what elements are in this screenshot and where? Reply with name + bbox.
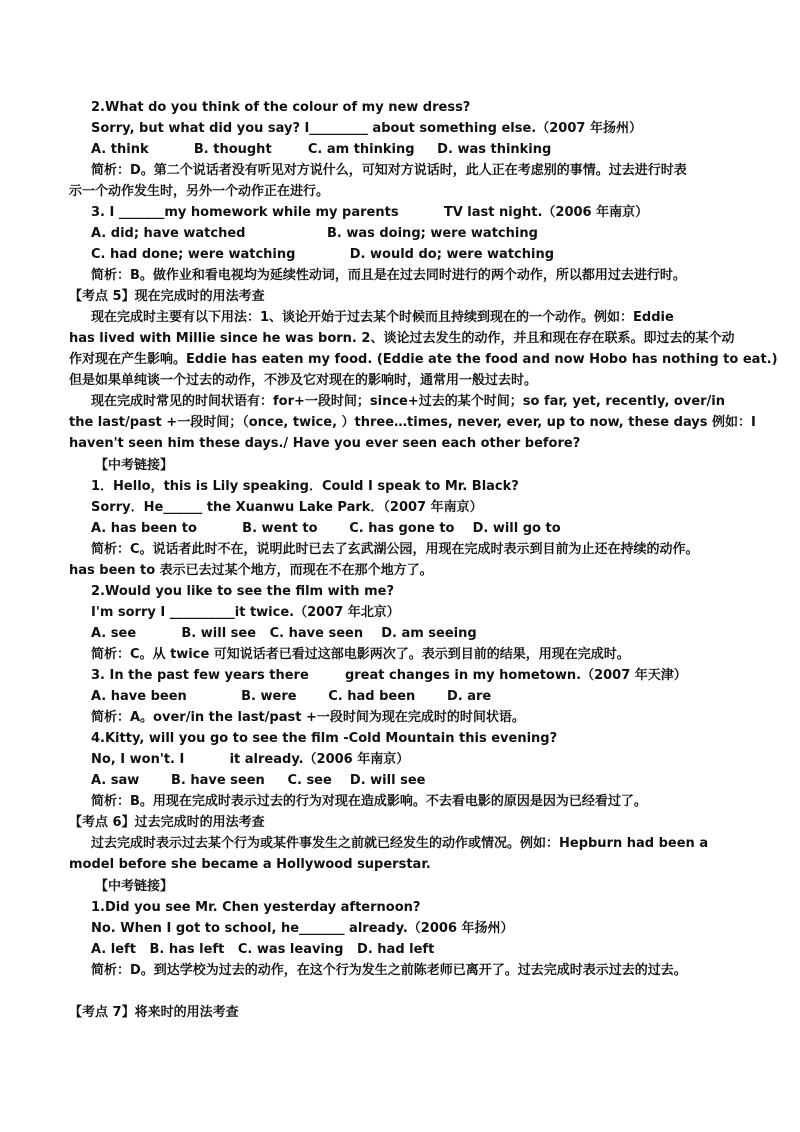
- question-3-options-ab: A. did; have watched B. was doing; were watching: [91, 226, 538, 241]
- section-7-heading: 【考点 7】将来时的用法考查: [69, 1005, 239, 1020]
- s5-question-1-text: 1．Hello，this is Lily speaking．Could I speak to Mr. Black?: [91, 479, 519, 494]
- s5-question-3-prompt: 3. In the past few years there great changes in my hometown.（2007 年天津）: [91, 668, 687, 683]
- question-3-analysis: 简析：B。做作业和看电视均为延续性动词，而且是在过去同时进行的两个动作，所以都用过去进行时。: [91, 268, 686, 283]
- s5-question-2-options: A. see B. will see C. have seen D. am seeing: [91, 626, 477, 641]
- section-5-para-1-cont: 作对现在产生影响。Eddie has eaten my food. (Eddie ate the food and now Hobo has nothing to eat.): [69, 352, 778, 367]
- s5-question-3-options: A. have been B. were C. had been D. are: [91, 689, 492, 704]
- s5-question-3-analysis: 简析：A。over/in the last/past +一段时间为现在完成时的时间状语。: [91, 710, 525, 725]
- s6-question-1-prompt: No. When I got to school, he_______ already.（2006 年扬州）: [91, 921, 514, 936]
- question-2-text: 2.What do you think of the colour of my new dress?: [91, 100, 471, 115]
- s6-question-1-options: A. left B. has left C. was leaving D. had left: [91, 942, 435, 957]
- section-6-para: 过去完成时表示过去某个行为或某件事发生之前就已经发生的动作或情况。例如：Hepburn had been a: [91, 836, 709, 851]
- s5-question-2-analysis: 简析：C。从 twice 可知说话者已看过这部电影两次了。表示到目前的结果，用现在完成时。: [91, 647, 630, 662]
- s6-question-1-text: 1.Did you see Mr. Chen yesterday afternoon?: [91, 900, 421, 915]
- question-3-prompt: 3. I _______my homework while my parents TV last night.（2006 年南京）: [91, 205, 649, 220]
- section-5-heading: 【考点 5】现在完成时的用法考查: [69, 289, 265, 304]
- question-2-prompt: Sorry, but what did you say? I_________ about something else.（2007 年扬州）: [91, 121, 642, 136]
- section-5-para-1: 现在完成时主要有以下用法：1、谈论开始于过去某个时候而且持续到现在的一个动作。例如：Eddie: [91, 310, 674, 325]
- section-6-heading: 【考点 6】过去完成时的用法考查: [69, 815, 265, 830]
- s6-question-1-analysis: 简析：D。到达学校为过去的动作，在这个行为发生之前陈老师已离开了。过去完成时表示过去的过去。: [91, 963, 687, 978]
- s5-question-1-analysis-cont: has been to 表示已去过某个地方，而现在不在那个地方了。: [69, 563, 433, 578]
- s5-question-1-analysis: 简析：C。说话者此时不在，说明此时已去了玄武湖公园，用现在完成时表示到目前为止还在持续的动作。: [91, 542, 699, 557]
- section-6-para-cont: model before she became a Hollywood superstar.: [69, 857, 431, 872]
- section-5-para-2: 现在完成时常见的时间状语有：for+一段时间；since+过去的某个时间；so far, yet, recently, over/in: [91, 394, 726, 409]
- s5-question-4-analysis: 简析：B。用现在完成时表示过去的行为对现在造成影响。不去看电影的原因是因为已经看过了。: [91, 794, 647, 809]
- question-2-analysis-cont: 示一个动作发生时，另外一个动作正在进行。: [69, 184, 330, 199]
- s5-question-4-prompt: No, I won't. I it already.（2006 年南京）: [91, 752, 410, 767]
- question-3-options-cd: C. had done; were watching D. would do; were watching: [91, 247, 555, 262]
- question-2-options: A. think B. thought C. am thinking D. was thinking: [91, 142, 552, 157]
- s5-question-4-options: A. saw B. have seen C. see D. will see: [91, 773, 426, 788]
- section-5-para-1-cont: 但是如果单纯谈一个过去的动作，不涉及它对现在的影响时，通常用一般过去时。: [69, 373, 538, 388]
- section-5-para-2-cont: haven't seen him these days./ Have you ever seen each other before?: [69, 436, 581, 451]
- s5-question-4-text: 4.Kitty, will you go to see the film -Cold Mountain this evening?: [91, 731, 558, 746]
- question-2-analysis: 简析：D。第二个说话者没有听见对方说什么，可知对方说话时，此人正在考虑别的事情。过去进行时表: [91, 163, 687, 178]
- s5-question-1-options: A. has been to B. went to C. has gone to D. will go to: [91, 521, 561, 536]
- section-5-para-2-cont: the last/past +一段时间；（once, twice, ）three…times, never, ever, up to now, these days 例如：I: [69, 415, 756, 430]
- s5-question-1-prompt: Sorry．He______ the Xuanwu Lake Park．（2007 年南京）: [91, 500, 483, 515]
- s5-question-2-text: 2.Would you like to see the film with me?: [91, 584, 394, 599]
- exam-link-heading: 【中考链接】: [95, 458, 174, 473]
- section-5-para-1-cont: has lived with Millie since he was born. 2、谈论过去发生的动作，并且和现在存在联系。即过去的某个动: [69, 331, 735, 346]
- exam-link-heading: 【中考链接】: [95, 879, 174, 894]
- s5-question-2-prompt: I'm sorry I __________it twice.（2007 年北京）: [91, 605, 400, 620]
